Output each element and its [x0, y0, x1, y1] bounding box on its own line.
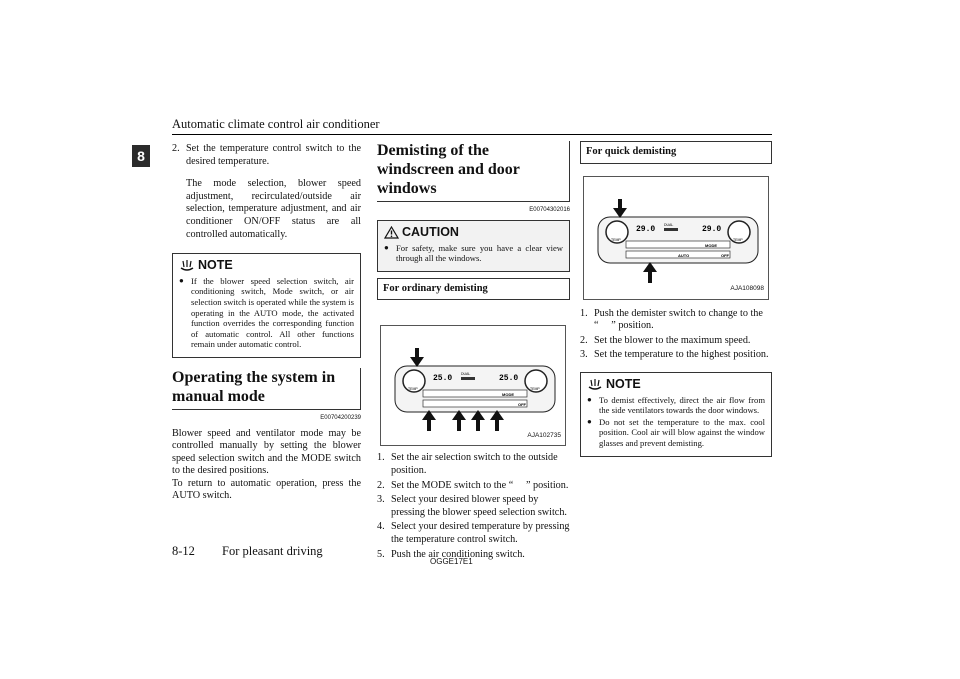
- step-item: [172, 143, 361, 168]
- arrow-up-icon: [490, 410, 504, 431]
- section-code: E00704302016: [529, 207, 570, 213]
- figure-code: AJA108098: [730, 285, 764, 292]
- arrow-down-icon: [613, 199, 627, 218]
- bullet-icon: ●: [179, 275, 184, 285]
- note-title: NOTE: [198, 258, 233, 273]
- arrow-up-icon: [422, 410, 436, 431]
- step-number: 1.: [377, 452, 385, 464]
- step-number: 4.: [377, 521, 385, 533]
- climate-panel-illustration: [381, 326, 565, 445]
- step-text: Push the air conditioning switch.: [391, 548, 525, 560]
- temp-label-left: TEMP: [408, 387, 418, 392]
- dual-label: DUAL: [664, 222, 674, 227]
- arrow-up-icon: [643, 262, 657, 283]
- bullet-icon: ●: [587, 416, 592, 426]
- note-box: [172, 253, 361, 358]
- page-number: 8-12: [172, 544, 195, 558]
- temp-label-left: TEMP: [611, 237, 621, 242]
- temp-display-right: 25.0: [499, 374, 519, 384]
- step-number: 2.: [377, 479, 385, 491]
- control-panel-figure: [380, 325, 566, 446]
- step-number: 2.: [172, 143, 180, 154]
- step-text: Set the temperature control switch to the desired temperature.: [186, 143, 361, 167]
- mode-label: MODE: [502, 392, 514, 398]
- arrow-up-icon: [452, 410, 466, 431]
- note-title: NOTE: [606, 376, 641, 391]
- warning-triangle-icon: [384, 226, 399, 239]
- quick-demisting-steps: [580, 308, 772, 362]
- figure-code: AJA102735: [527, 431, 561, 439]
- step-item: [580, 349, 772, 362]
- note-text: Do not set the temperature to the max. cool position. Cool air will blow against the window glasses and prevent demisting.: [599, 416, 765, 448]
- footer-section: For pleasant driving: [222, 544, 323, 558]
- document-code: OGGE17E1: [430, 557, 473, 566]
- step-text: Set the blower to the maximum speed.: [594, 334, 751, 346]
- auto-control-paragraph: The mode selection, blower speed adjustment, recirculated/outside air selection, temperature adjustment, and air conditioner ON/OFF status are all controlled automatically.: [186, 178, 361, 240]
- off-label: OFF: [518, 402, 526, 408]
- temp-display-right: 29.0: [702, 224, 722, 234]
- note-bullet: [587, 395, 765, 416]
- header-rule: [172, 134, 772, 135]
- temp-display-left: 29.0: [636, 224, 656, 234]
- note-heading: [587, 378, 765, 391]
- step-item: [580, 308, 772, 333]
- note-bullet: [179, 276, 354, 350]
- off-label: OFF: [721, 252, 729, 258]
- arrow-up-icon: [471, 410, 485, 431]
- step-number: 5.: [377, 548, 385, 560]
- step-item: [580, 335, 772, 348]
- step-number: 1.: [580, 307, 588, 319]
- note-text: If the blower speed selection switch, air conditioning switch, Mode switch, or air selection switch is operated while the system is operating in the AUTO mode, the activated function overrides the corresponding function of automatic control. All other functions remain under automatic control.: [191, 275, 354, 350]
- note-heading: [179, 259, 354, 272]
- step-text: Select your desired temperature by pressing the temperature control switch.: [391, 521, 570, 545]
- caution-text: For safety, make sure you have a clear view through all the windows.: [396, 242, 563, 264]
- note-icon: [587, 378, 603, 390]
- note-icon: [179, 259, 195, 271]
- arrow-down-icon: [410, 348, 424, 367]
- bullet-icon: ●: [384, 242, 389, 252]
- mode-label: MODE: [705, 242, 717, 248]
- step-number: 3.: [580, 349, 588, 361]
- ordinary-demisting-steps: [377, 452, 570, 561]
- caution-bullet: [384, 243, 563, 264]
- control-panel-figure: [583, 176, 769, 300]
- section-title: Operating the system in manual mode: [172, 368, 361, 410]
- manual-mode-paragraph: Blower speed and ventilator mode may be controlled manually by setting the blower speed selection switch and the MODE switch to the desired positions.: [172, 427, 361, 477]
- step-item: [377, 494, 570, 519]
- auto-return-paragraph: To return to automatic operation, press the AUTO switch.: [172, 477, 361, 502]
- auto-label: AUTO: [678, 252, 690, 258]
- step-text: Set the MODE switch to the “ ” position.: [391, 479, 569, 491]
- right-column: [580, 141, 772, 457]
- caution-heading: [384, 226, 563, 239]
- step-item: [377, 549, 570, 562]
- step-number: 3.: [377, 494, 385, 506]
- chapter-tab: 8: [132, 145, 150, 167]
- step-text: Set the temperature to the highest position.: [594, 349, 769, 361]
- climate-panel-illustration: [584, 177, 768, 299]
- step-text: Push the demister switch to change to the “ ” position.: [594, 307, 763, 332]
- caution-title: CAUTION: [402, 224, 459, 239]
- bullet-icon: ●: [587, 394, 592, 404]
- step-item: [377, 480, 570, 493]
- section-title: Demisting of the windscreen and door windows: [377, 141, 570, 202]
- dual-label: DUAL: [461, 372, 471, 377]
- running-header: Automatic climate control air conditioner: [172, 117, 380, 131]
- section-code: E00704200239: [320, 414, 361, 421]
- step-text: Select your desired blower speed by pressing the blower speed selection switch.: [391, 494, 567, 518]
- left-column: [172, 143, 361, 503]
- step-number: 2.: [580, 334, 588, 346]
- note-box: [580, 372, 772, 457]
- temp-label-right: TEMP: [733, 237, 743, 242]
- subheading-quick-demisting: For quick demisting: [580, 141, 772, 164]
- temp-label-right: TEMP: [530, 387, 540, 392]
- note-bullet: [587, 417, 765, 449]
- temp-display-left: 25.0: [433, 374, 453, 384]
- caution-box: [377, 220, 570, 272]
- step-item: [377, 521, 570, 546]
- step-text: Set the air selection switch to the outside position.: [391, 452, 558, 476]
- note-text: To demist effectively, direct the air flow from the side ventilators towards the door windows.: [599, 394, 765, 416]
- step-item: [377, 452, 570, 477]
- subheading-ordinary-demisting: For ordinary demisting: [377, 278, 570, 301]
- middle-column: [377, 141, 570, 563]
